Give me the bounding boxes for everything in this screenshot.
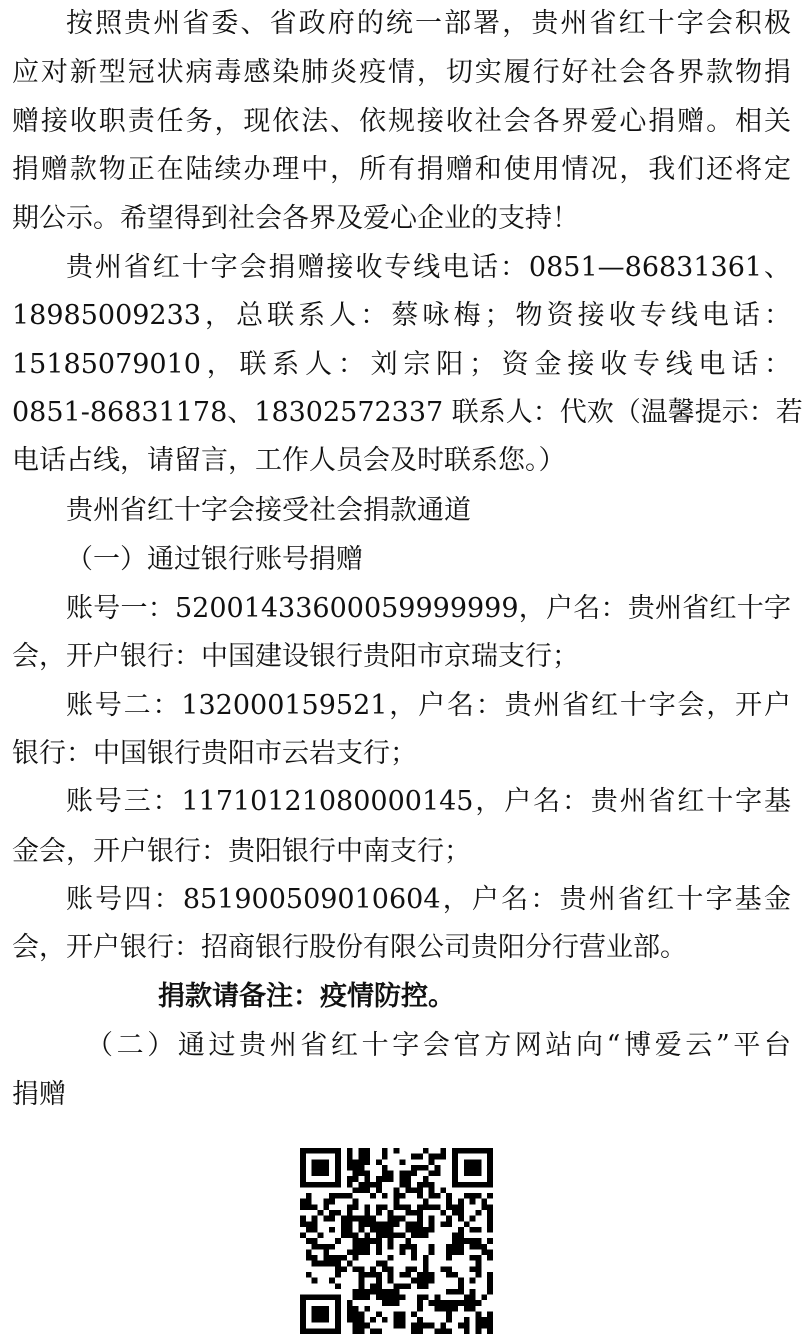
paragraph-line: 期公示。希望得到社会各界及爱心企业的支持！ [12,203,579,234]
account-line: 账号二：132000159521，户名：贵州省红十字会，开户 [66,690,791,721]
section-title: （二）通过贵州省红十字会官方网站向“博爱云”平台 [86,1030,791,1061]
account-line: 银行：中国银行贵阳市云岩支行； [12,738,417,769]
section-title: （一）通过银行账号捐赠 [66,544,363,575]
account-line: 账号四：851900509010604，户名：贵州省红十字基金 [66,884,791,915]
section-title-line: 捐赠 [12,1079,66,1110]
account-line: 账号三：11710121080000145，户名：贵州省红十字基 [66,786,791,817]
paragraph-line: 18985009233，总联系人：蔡咏梅；物资接收专线电话： [12,300,791,331]
paragraph-line: 电话占线，请留言，工作人员会及时联系您。） [12,445,566,476]
account-line: 会，开户银行：招商银行股份有限公司贵阳分行营业部。 [12,932,687,963]
account-line: 会，开户银行：中国建设银行贵阳市京瑞支行； [12,641,579,672]
paragraph-line: 按照贵州省委、省政府的统一部署，贵州省红十字会积极 [66,8,791,39]
account-line: 账号一：52001433600059999999，户名：贵州省红十字 [66,593,791,624]
paragraph-line: 贵州省红十字会捐赠接收专线电话：0851—86831361、 [66,252,791,283]
paragraph-line: 15185079010，联系人：刘宗阳；资金接收专线电话： [12,349,791,380]
account-line: 金会，开户银行：贵阳银行中南支行； [12,836,471,867]
paragraph-line: 应对新型冠状病毒感染肺炎疫情，切实履行好社会各界款物捐 [12,57,791,88]
paragraph-line: 0851-86831178、18302572337 联系人：代欢（温馨提示：若 [12,397,803,428]
paragraph-line: 捐赠款物正在陆续办理中，所有捐赠和使用情况，我们还将定 [12,154,791,185]
qr-code-icon[interactable] [300,1148,493,1334]
paragraph-line: 赠接收职责任务，现依法、依规接收社会各界爱心捐赠。相关 [12,106,791,137]
channel-title: 贵州省红十字会接受社会捐款通道 [66,495,471,526]
donation-remark: 捐款请备注：疫情防控。 [158,981,455,1012]
